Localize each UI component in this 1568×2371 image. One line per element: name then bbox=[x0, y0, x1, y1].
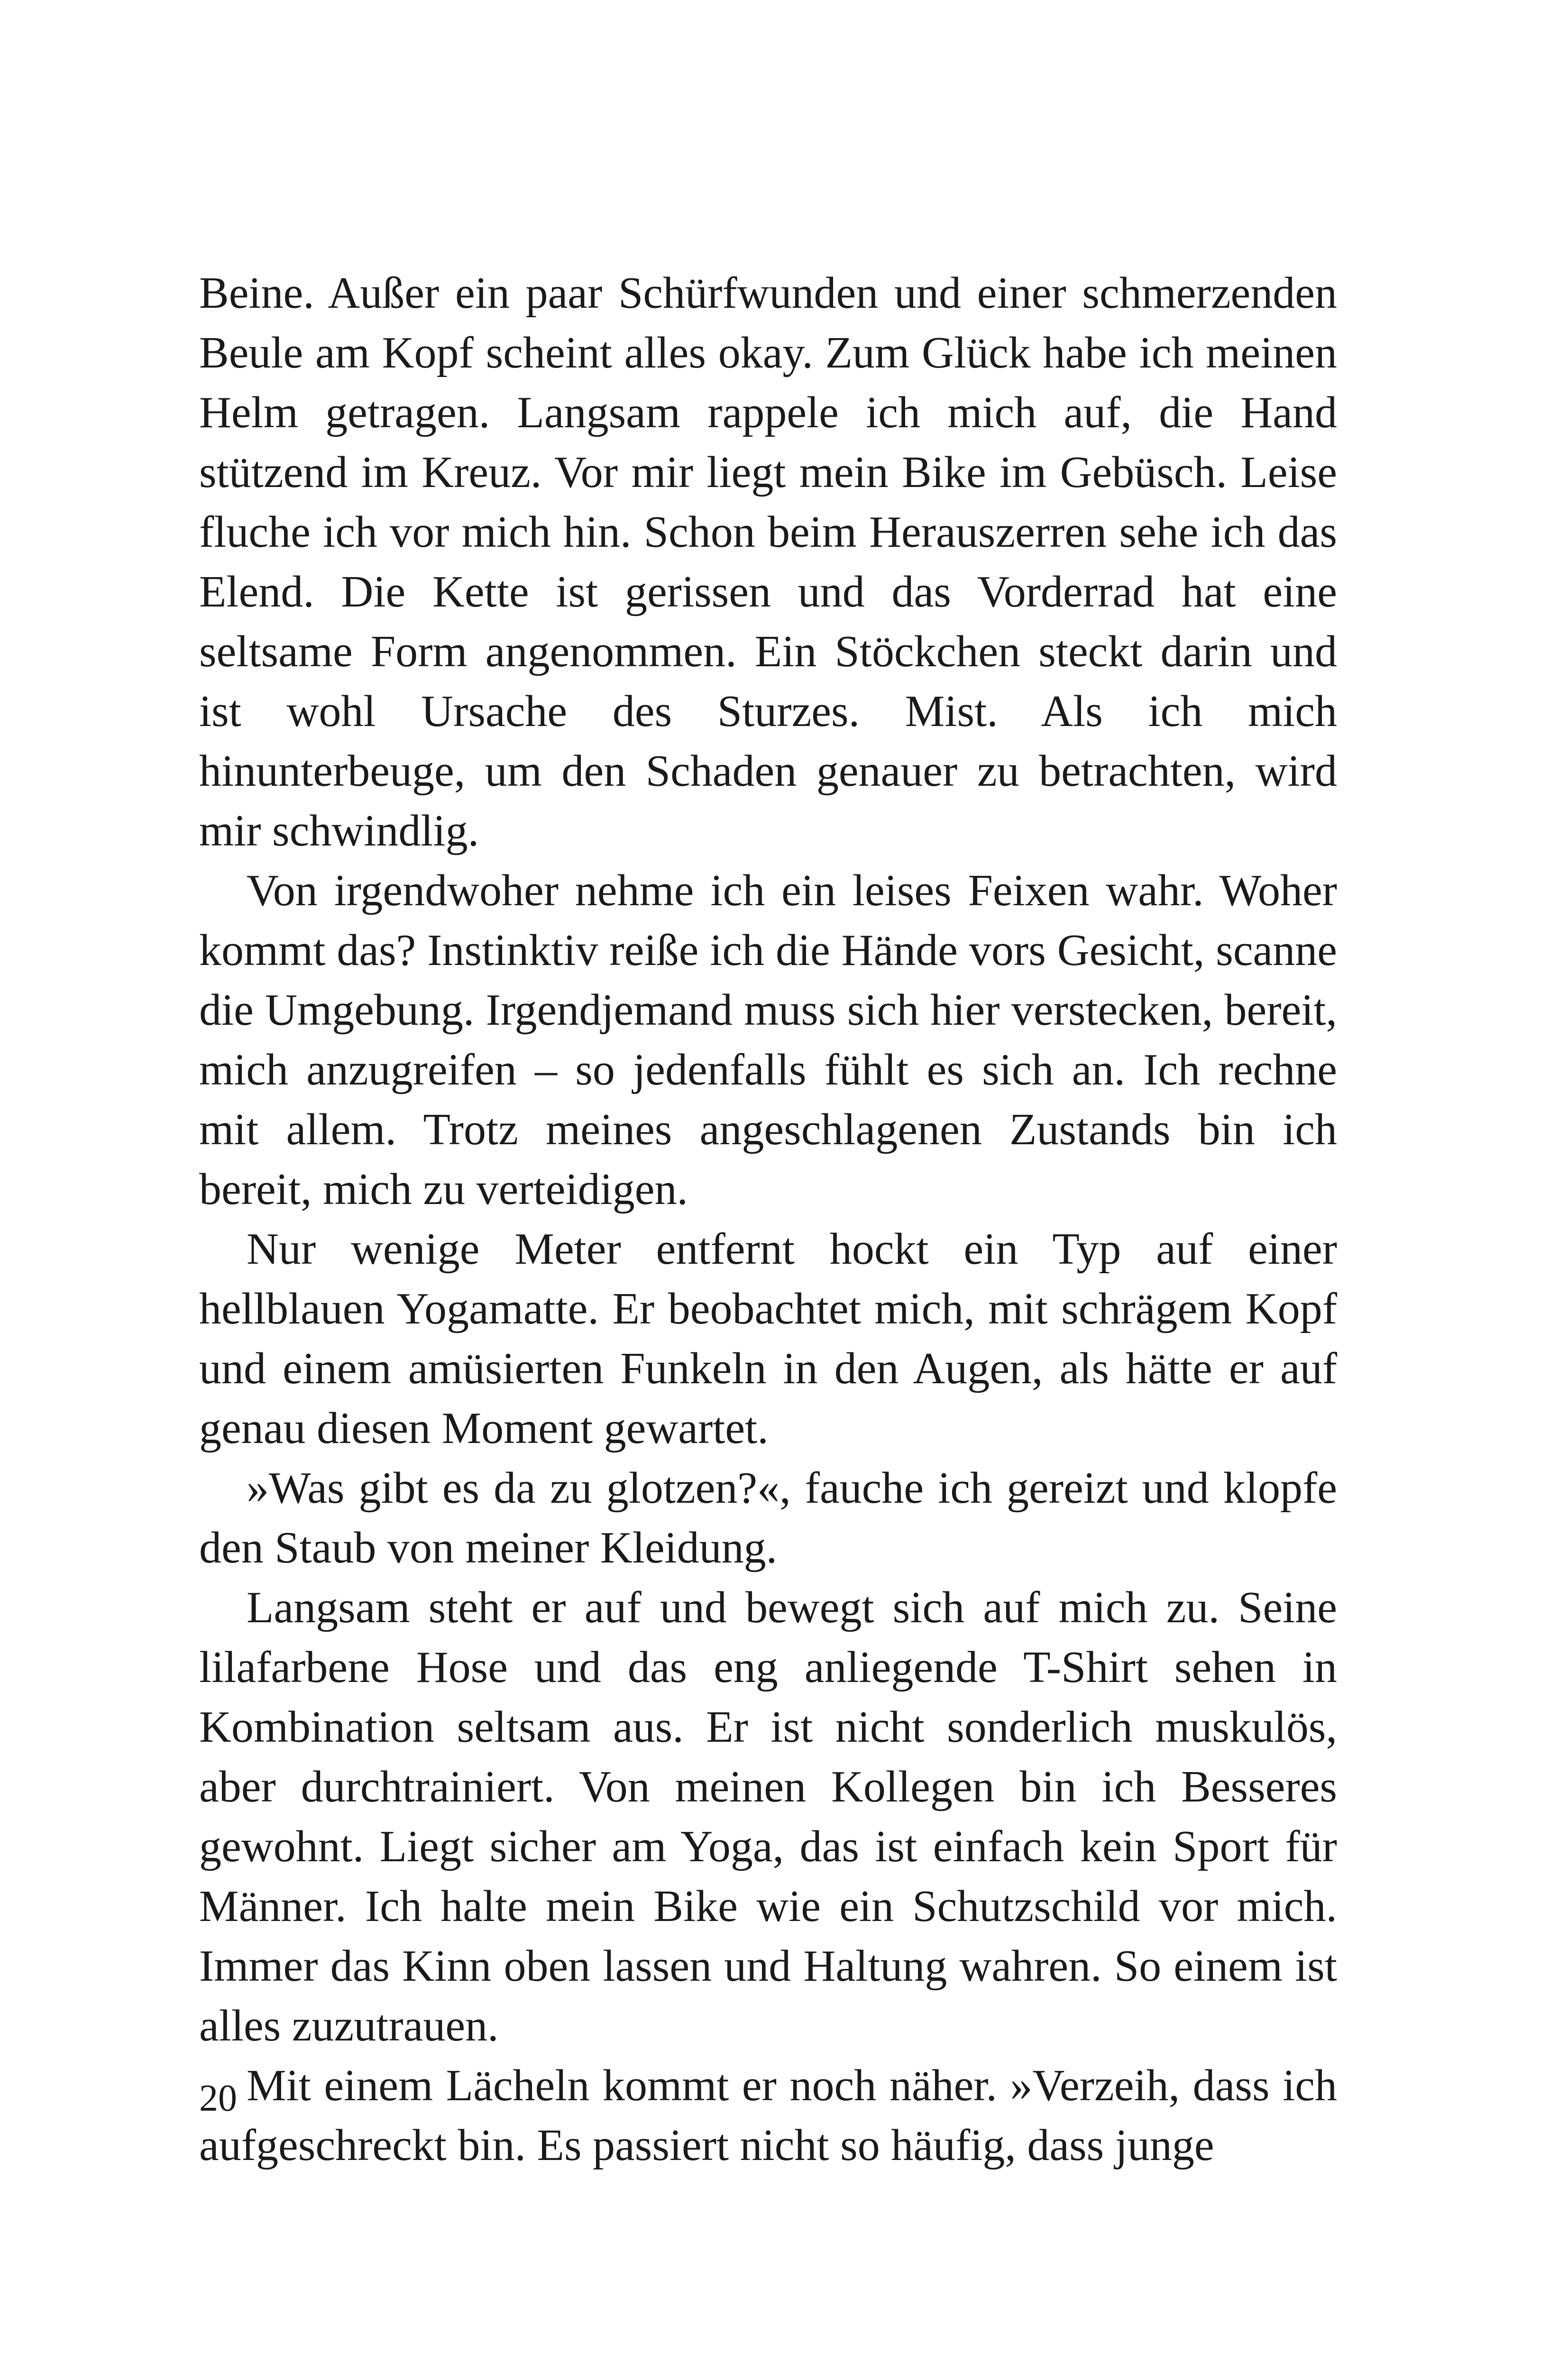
paragraph-6: Mit einem Lächeln kommt er noch näher. »Verzeih, dass ich aufgeschreckt bin. Es passiert nicht so häufig, dass junge bbox=[199, 2061, 1337, 2170]
paragraph-5: Langsam steht er auf und bewegt sich auf mich zu. Seine lilafarbene Hose und das eng anliegende T-Shirt sehen in Kombination seltsam aus. Er ist nicht sonderlich muskulös, aber durchtrainiert. Von meinen Kollegen bin ich Besseres gewohnt. Liegt sicher am Yoga, das ist einfach kein Sport für Männer. Ich halte mein Bike wie ein Schutzschild vor mich. Immer das Kinn oben lassen und Haltung wahren. So einem ist alles zuzutrauen. bbox=[199, 1583, 1337, 2050]
book-page-body bbox=[199, 263, 1337, 2175]
paragraph-3: Nur wenige Meter entfernt hockt ein Typ auf einer hellblauen Yogamatte. Er beobachtet mich, mit schrägem Kopf und einem amüsierten Funkeln in den Augen, als hätte er auf genau diesen Moment gewartet. bbox=[199, 1224, 1337, 1453]
paragraph-4: »Was gibt es da zu glotzen?«, fauche ich gereizt und klopfe den Staub von meiner Kleidung. bbox=[199, 1463, 1337, 1572]
paragraph-1: Beine. Außer ein paar Schürfwunden und einer schmerzenden Beule am Kopf scheint alles okay. Zum Glück habe ich meinen Helm getragen. Langsam rappele ich mich auf, die Hand stützend im Kreuz. Vor mir liegt mein Bike im Gebüsch. Leise fluche ich vor mich hin. Schon beim Herauszerren sehe ich das Elend. Die Kette ist gerissen und das Vorderrad hat eine seltsame Form angenommen. Ein Stöckchen steckt darin und ist wohl Ursache des Sturzes. Mist. Als ich mich hinunterbeuge, um den Schaden genauer zu betrachten, wird mir schwindlig. bbox=[199, 268, 1337, 855]
page-number: 20 bbox=[199, 2077, 237, 2119]
paragraph-2: Von irgendwoher nehme ich ein leises Feixen wahr. Woher kommt das? Instinktiv reiße ich die Hände vors Gesicht, scanne die Umgebung. Irgendjemand muss sich hier verstecken, bereit, mich anzugreifen – so jedenfalls fühlt es sich an. Ich rechne mit allem. Trotz meines angeschlagenen Zustands bin ich bereit, mich zu verteidigen. bbox=[199, 866, 1337, 1214]
